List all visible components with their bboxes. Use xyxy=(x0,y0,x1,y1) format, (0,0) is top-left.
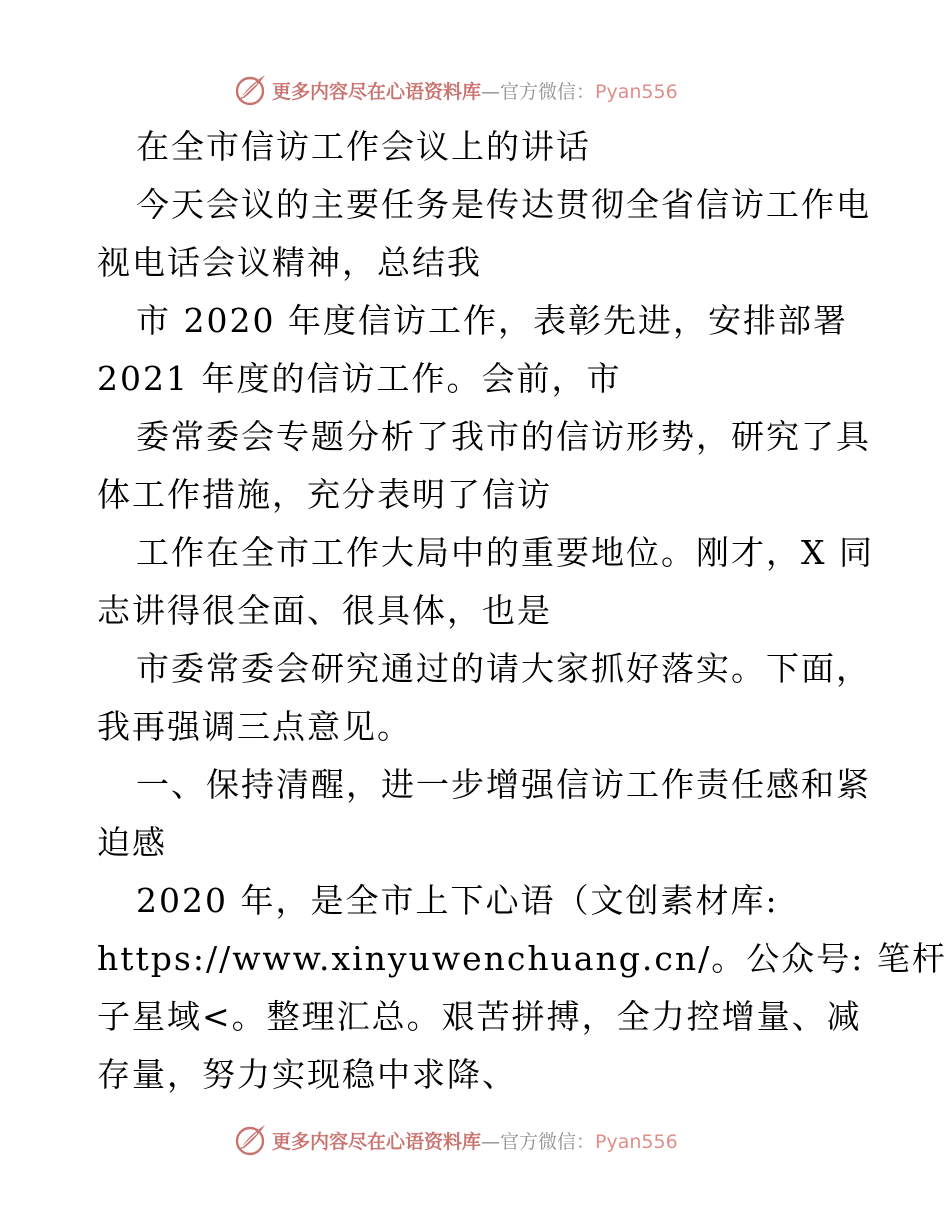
document-line: 我再强调三点意见。 xyxy=(97,707,412,746)
document-line-url: https://www.xinyuwenchuang.cn/。公众号: 笔杆 xyxy=(97,939,947,978)
watermark-account: Pyan556 xyxy=(595,1130,678,1153)
watermark-secondary: 官方微信： xyxy=(500,80,596,103)
document-line: 子星域<。整理汇总。艰苦拼搏，全力控增量、减 xyxy=(97,997,862,1036)
header-watermark xyxy=(232,70,678,110)
watermark-primary: 更多内容尽在心语资料库 xyxy=(272,1130,482,1153)
watermark-separator: — xyxy=(481,1130,501,1153)
quill-pen-logo-icon xyxy=(232,1122,268,1158)
document-line: 委常委会专题分析了我市的信访形势，研究了具 xyxy=(136,417,871,456)
document-line: 志讲得很全面、很具体，也是 xyxy=(97,591,552,630)
watermark-secondary: 官方微信： xyxy=(500,1130,596,1153)
document-line: 市 2020 年度信访工作，表彰先进，安排部署 xyxy=(136,301,848,340)
document-title: 在全市信访工作会议上的讲话 xyxy=(136,127,591,166)
document-line: 工作在全市工作大局中的重要地位。刚才，X 同 xyxy=(136,533,874,572)
document-body xyxy=(97,118,947,1104)
footer-watermark xyxy=(232,1120,678,1160)
document-line: 体工作措施，充分表明了信访 xyxy=(97,475,552,514)
document-line: 存量，努力实现稳中求降、 xyxy=(97,1055,517,1094)
watermark-account: Pyan556 xyxy=(595,80,678,103)
watermark-separator: — xyxy=(481,80,501,103)
document-line: 今天会议的主要任务是传达贯彻全省信访工作电 xyxy=(136,185,871,224)
document-line: 2020 年，是全市上下心语（文创素材库: xyxy=(136,881,779,920)
quill-pen-logo-icon xyxy=(232,72,268,108)
document-line: 视电话会议精神，总结我 xyxy=(97,243,482,282)
document-line: 市委常委会研究通过的请大家抓好落实。下面， xyxy=(136,649,871,688)
document-line: 2021 年度的信访工作。会前，市 xyxy=(97,359,622,398)
watermark-primary: 更多内容尽在心语资料库 xyxy=(272,80,482,103)
section-heading: 一、保持清醒，进一步增强信访工作责任感和紧 xyxy=(136,765,871,804)
watermark-text xyxy=(272,1127,678,1154)
watermark-text xyxy=(272,77,678,104)
section-heading-continued: 迫感 xyxy=(97,823,167,862)
